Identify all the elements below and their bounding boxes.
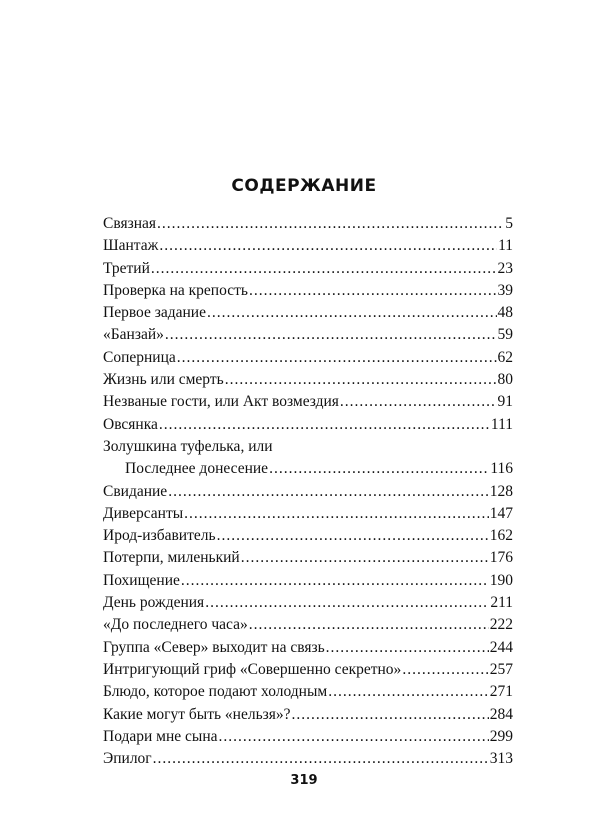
toc-entry-page: 211 (490, 594, 513, 612)
dot-leader (153, 748, 489, 770)
dot-leader (225, 369, 497, 391)
dot-leader (159, 235, 497, 257)
dot-leader (165, 324, 497, 346)
dot-leader (328, 681, 489, 703)
toc-entry-title: Группа «Север» выходит на связь (103, 638, 325, 656)
toc-entry (103, 570, 513, 592)
toc-entry-page: 257 (489, 660, 513, 678)
toc-entry (103, 481, 513, 503)
toc-entry-page: 5 (505, 215, 513, 232)
toc-entry-title: Шантаж (103, 237, 159, 255)
toc-entry (103, 369, 513, 391)
toc-entry-page: 116 (490, 460, 513, 478)
toc-entry-page: 284 (489, 705, 513, 723)
dot-leader (168, 481, 489, 503)
dot-leader (205, 592, 489, 614)
toc-entry-page: 147 (489, 504, 513, 522)
toc-entry (103, 748, 513, 770)
dot-leader (151, 258, 497, 280)
toc-entry (103, 213, 513, 235)
toc-entry-title: Подари мне сына (103, 727, 218, 745)
contents-heading: СОДЕРЖАНИЕ (231, 176, 377, 196)
dot-leader (249, 614, 489, 636)
toc-entry-title: Овсянка (103, 415, 158, 433)
toc-entry-title: Соперница (103, 348, 176, 366)
toc-entry (103, 324, 513, 346)
toc-entry (103, 726, 513, 748)
toc-entry-title: Эпилог (103, 750, 152, 768)
toc-entry (103, 503, 513, 525)
page-number: 319 (290, 773, 318, 788)
dot-leader (402, 659, 488, 681)
dot-leader (249, 280, 497, 302)
toc-entry-page: 23 (497, 259, 513, 277)
dot-leader (292, 704, 489, 726)
toc-entry (103, 436, 513, 481)
toc-entry-page: 244 (489, 638, 513, 656)
toc-entry-title: Жизнь или смерть (103, 371, 224, 389)
toc-entry-title: Потерпи, миленький (103, 549, 240, 567)
toc-entry-title: Блюдо, которое подают холодным (103, 683, 328, 701)
toc-entry-title: Какие могут быть «нельзя»? (103, 705, 291, 723)
toc-entry-title: Интригующий гриф «Совершенно секретно» (103, 660, 402, 678)
dot-leader (340, 391, 497, 413)
toc-entry-title: Похищение (103, 571, 180, 589)
toc-entry-page: 313 (489, 750, 513, 768)
toc-entry-title-first-line: Золушкина туфелька, или (103, 437, 273, 455)
toc-entry-page: 62 (497, 348, 513, 366)
toc-entry (103, 525, 513, 547)
toc-entry-page: 59 (497, 326, 513, 344)
table-of-contents (103, 213, 513, 770)
dot-leader (159, 414, 490, 436)
toc-entry (103, 704, 513, 726)
toc-entry-page: 39 (497, 281, 513, 299)
toc-entry-page: 299 (489, 727, 513, 745)
toc-entry-title: «Банзай» (103, 326, 164, 344)
toc-entry-title: Третий (103, 259, 150, 277)
toc-entry-title: День рождения (103, 594, 205, 612)
toc-entry-page: 190 (489, 571, 513, 589)
toc-entry-page: 222 (489, 616, 513, 634)
dot-leader (241, 547, 489, 569)
toc-entry-page: 176 (489, 549, 513, 567)
toc-entry-page: 162 (489, 527, 513, 545)
dot-leader (177, 347, 497, 369)
toc-entry (103, 414, 513, 436)
toc-entry-title: «До последнего часа» (103, 616, 248, 634)
dot-leader (157, 213, 504, 235)
toc-entry (103, 637, 513, 659)
toc-entry-page: 111 (490, 415, 513, 433)
toc-entry-title: Незваные гости, или Акт возмездия (103, 393, 339, 411)
toc-entry-title: Первое задание (103, 304, 206, 322)
toc-entry-title: Ирод-избавитель (103, 527, 216, 545)
toc-entry-title: Свидание (103, 482, 168, 500)
toc-entry-page: 91 (497, 393, 513, 411)
toc-entry-title: Диверсанты (103, 504, 184, 522)
dot-leader (207, 302, 497, 324)
dot-leader (326, 637, 489, 659)
toc-entry (103, 235, 513, 257)
dot-leader (217, 525, 489, 547)
toc-entry (103, 681, 513, 703)
toc-entry-page: 11 (498, 237, 513, 255)
toc-entry (103, 592, 513, 614)
toc-entry-page: 128 (489, 482, 513, 500)
toc-entry (103, 302, 513, 324)
toc-entry (103, 547, 513, 569)
toc-entry (103, 280, 513, 302)
toc-entry-title: Последнее донесение (125, 460, 269, 478)
toc-entry-page: 271 (489, 683, 513, 701)
toc-entry-page: 48 (497, 304, 513, 322)
dot-leader (269, 458, 489, 480)
toc-entry-title: Связная (103, 215, 157, 232)
toc-entry (103, 614, 513, 636)
dot-leader (181, 570, 489, 592)
toc-entry (103, 391, 513, 413)
dot-leader (184, 503, 489, 525)
toc-entry (103, 659, 513, 681)
toc-entry (103, 347, 513, 369)
toc-entry (103, 258, 513, 280)
toc-entry-title: Проверка на крепость (103, 281, 248, 299)
toc-entry-page: 80 (497, 371, 513, 389)
dot-leader (219, 726, 489, 748)
